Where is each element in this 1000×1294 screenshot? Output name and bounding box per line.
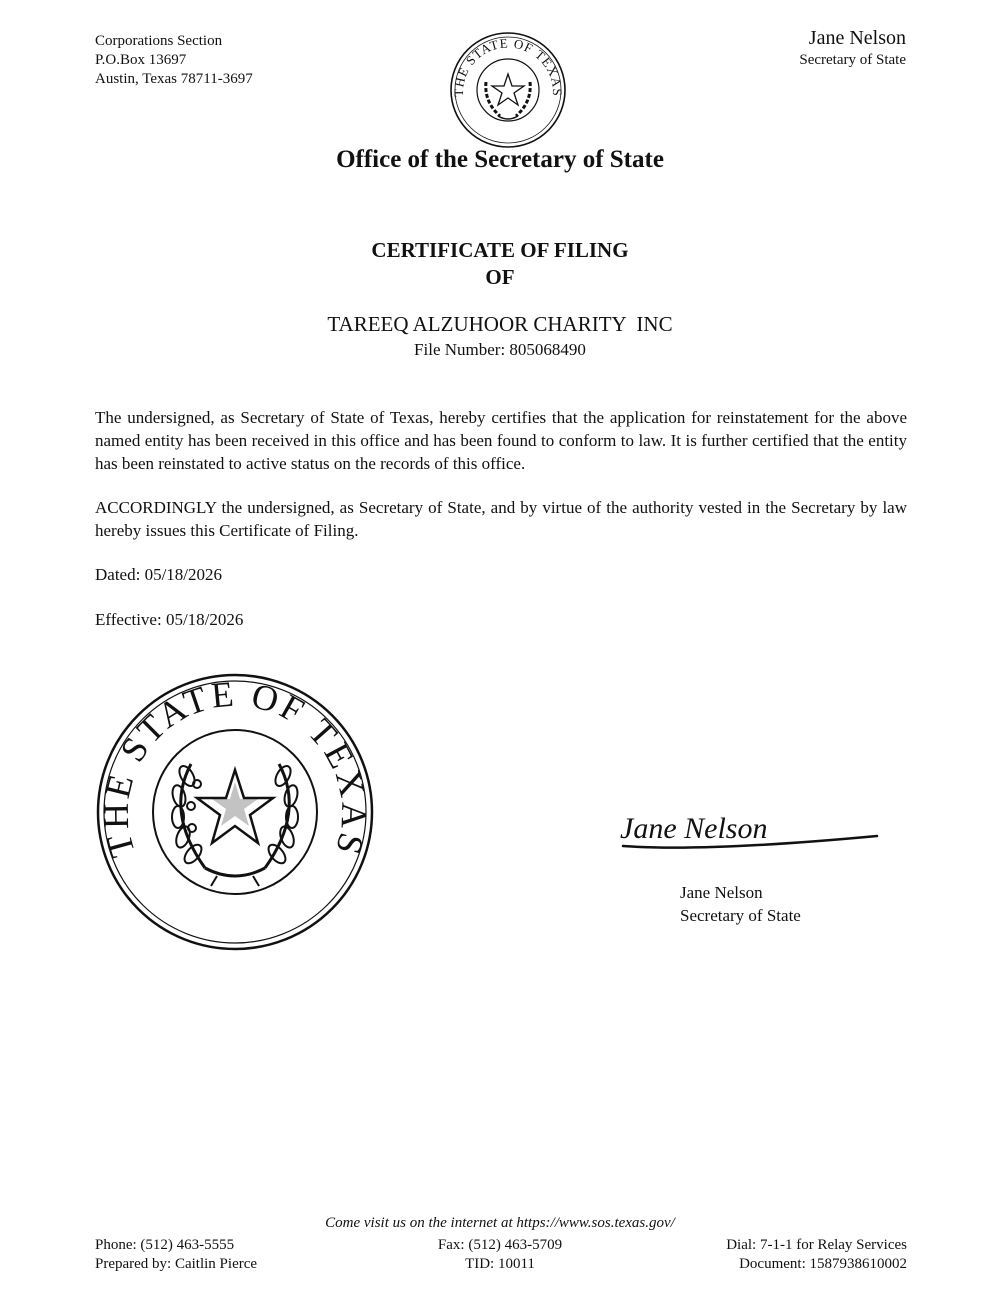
dated-line: Dated: 05/18/2026 (95, 565, 223, 584)
header-secretary-name: Jane Nelson (808, 27, 906, 49)
accordingly-paragraph: ACCORDINGLY the undersigned, as Secretary of State, and by virtue of the authority vested in the Secretary by law hereby issues this Certificate of Filing. (95, 498, 907, 540)
header-secretary (799, 26, 906, 70)
footer-center (350, 1236, 650, 1274)
footer-website: Come visit us on the internet at https://www.sos.texas.gov/ (325, 1215, 675, 1231)
footer-dial: Dial: 7-1-1 for Relay Services (726, 1237, 907, 1253)
file-number: File Number: 805068490 (414, 340, 586, 359)
footer-prepared-by: Prepared by: Caitlin Pierce (95, 1256, 258, 1272)
footer-right (726, 1236, 907, 1274)
state-seal-small-icon (448, 30, 568, 150)
certificate-title-line2: OF (485, 265, 515, 289)
footer-left (95, 1236, 257, 1274)
state-seal-icon (95, 672, 375, 952)
seal-small-text: THE STATE OF TEXAS (450, 35, 566, 97)
office-title: Office of the Secretary of State (336, 146, 664, 173)
certification-paragraph: The undersigned, as Secretary of State of Texas, hereby certifies that the application for reinstatement for the above named entity has been received in this office and has been found to conform to law. It is further certified that the entity has been reinstated to active status on the records of this office. (95, 408, 907, 473)
header-secretary-title: Secretary of State (799, 52, 906, 68)
address-line-3: Austin, Texas 78711-3697 (95, 71, 253, 87)
footer-document-number: Document: 1587938610002 (739, 1256, 907, 1272)
signer-name: Jane Nelson (680, 883, 763, 902)
effective-line: Effective: 05/18/2026 (95, 610, 244, 629)
footer-tid: TID: 10011 (465, 1256, 535, 1272)
signer-title: Secretary of State (680, 906, 801, 925)
entity-name: TAREEQ ALZUHOOR CHARITY INC (327, 312, 673, 336)
svg-text:THE STATE OF TEXAS (451, 35, 565, 96)
signature-text: Jane Nelson (620, 812, 768, 845)
certificate-title (0, 237, 1000, 291)
footer-fax: Fax: (512) 463-5709 (437, 1237, 563, 1253)
certificate-title-line1: CERTIFICATE OF FILING (371, 238, 629, 262)
footer-phone: Phone: (512) 463-5555 (95, 1237, 235, 1253)
address-line-2: P.O.Box 13697 (95, 52, 187, 68)
address-line-1: Corporations Section (95, 33, 223, 49)
signature-block (680, 881, 801, 927)
office-address (95, 32, 253, 89)
signature-image (615, 800, 885, 870)
seal-text: THE STATE OF TEXAS (95, 673, 375, 862)
